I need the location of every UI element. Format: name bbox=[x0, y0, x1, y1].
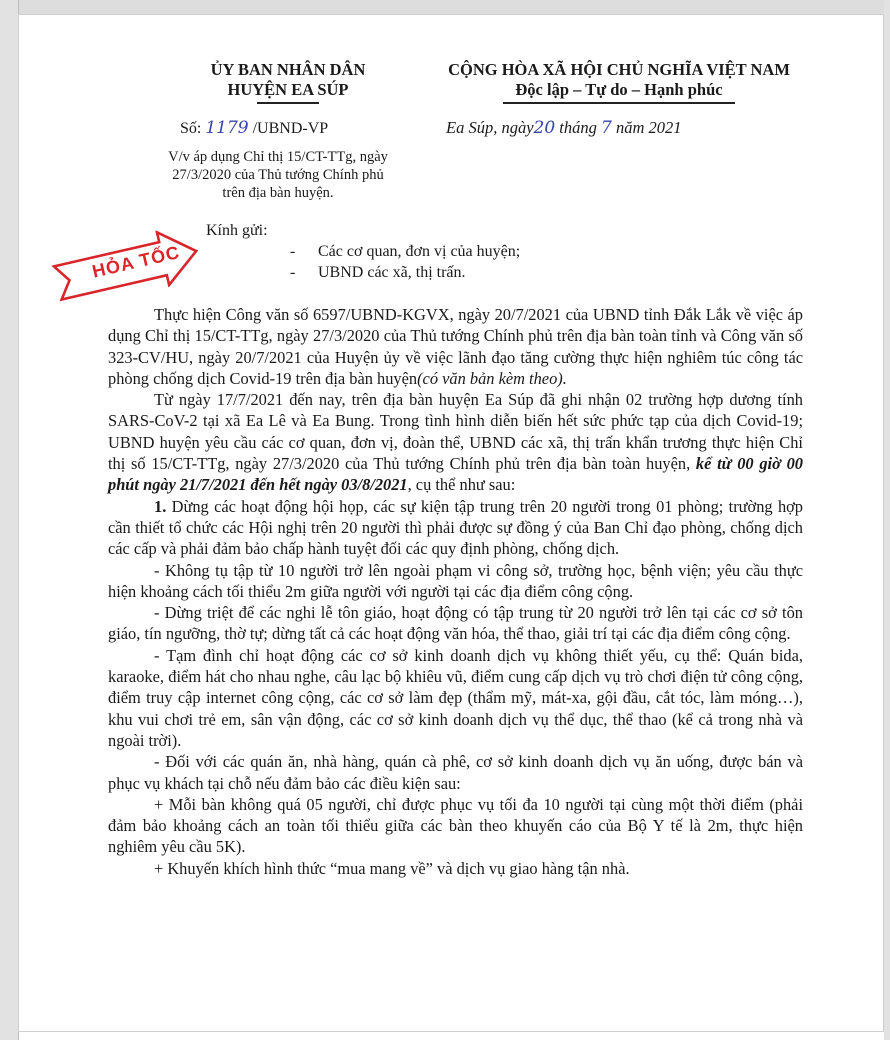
agency-line2: HUYỆN EA SÚP bbox=[227, 80, 349, 99]
date-month-handwritten: 7 bbox=[601, 118, 612, 138]
document-number bbox=[180, 118, 328, 138]
paragraph-6: - Tạm đình chỉ hoạt động các cơ sở kinh doanh dịch vụ không thiết yếu, cụ thể: Quán bida, karaoke, điểm hát cho nhau nghe, câu lạc bộ khiêu vũ, điểm cung cấp dịch vụ trò chơi điện tử công cộng, điểm truy cập internet công cộng, các cơ sở làm đẹp (thẩm mỹ, mát-xa, gội đầu, cắt tóc, làm móng…), khu vui chơi trẻ em, sân vận động, các cơ sở kinh doanh dịch vụ thể dục, thể thao (kể cả trong nhà và ngoài trời). bbox=[108, 645, 803, 750]
subject-line2: 27/3/2020 của Thủ tướng Chính phủ bbox=[172, 167, 384, 183]
paragraph-3-text: Dừng các hoạt động hội họp, các sự kiện tập trung trên 20 người trong 01 phòng; trường hợp cần thiết tổ chức các Hội nghị trên 20 người thì phải được sự đồng ý của Ban Chỉ đạo phòng, chống dịch các cấp và phải đảm bảo chấp hành tuyệt đối các quy định phòng, chống dịch. bbox=[108, 496, 803, 559]
paragraph-2 bbox=[108, 389, 803, 495]
recipient-dash: - bbox=[290, 243, 296, 260]
paragraph-1-text: Thực hiện Công văn số 6597/UBND-KGVX, ngày 20/7/2021 của UBND tỉnh Đắk Lắk về việc áp dụng Chỉ thị 15/CT-TTg, ngày 27/3/2020 của Thủ tướng Chính phủ trên địa bàn toàn tỉnh và Công văn số 323-CV/HU, ngày 20/7/2021 của Huyện ủy về việc lãnh đạo tăng cường thực hiện nghiêm túc công tác phòng chống dịch Covid-19 trên địa bàn huyện bbox=[108, 305, 803, 388]
nation-underline bbox=[503, 102, 735, 104]
date-month-label: tháng bbox=[555, 118, 602, 137]
subject-line3: trên địa bàn huyện. bbox=[222, 185, 334, 201]
paragraph-9: + Khuyến khích hình thức “mua mang về” và dịch vụ giao hàng tận nhà. bbox=[154, 858, 630, 878]
nation-header bbox=[424, 60, 814, 104]
paragraph-1 bbox=[108, 304, 803, 389]
agency-header bbox=[168, 60, 408, 104]
recipient-item bbox=[290, 264, 466, 282]
scan-edge-top bbox=[0, 0, 890, 14]
recipient-dash: - bbox=[290, 264, 296, 281]
paragraph-8: + Mỗi bàn không quá 05 người, chỉ được phục vụ tối đa 10 người tại cùng một thời điểm (phải đảm bảo khoảng cách an toàn tối thiểu giữa các bàn theo khuyến cáo của Bộ Y tế là 2m, thực hiện nghiêm yêu cầu 5K). bbox=[108, 794, 803, 857]
paragraph-3 bbox=[108, 496, 803, 560]
date-year: năm 2021 bbox=[611, 118, 682, 137]
agency-line1: ỦY BAN NHÂN DÂN bbox=[210, 60, 366, 79]
urgent-stamp bbox=[47, 222, 206, 312]
doc-number-prefix: Số: bbox=[180, 120, 206, 137]
paragraph-2-text: Từ ngày 17/7/2021 đến nay, trên địa bàn huyện Ea Súp đã ghi nhận 02 trường hợp dương tính SARS-CoV-2 tại xã Ea Lê và Ea Bung. Trong tình hình diễn biến hết sức phức tạp của dịch Covid-19; UBND huyện yêu cầu các cơ quan, đơn vị, đoàn thể, UBND các xã, thị trấn khẩn trương thực hiện Chỉ thị số 15/CT-TTg, ngày 27/3/2020 của Thủ tướng Chính phủ trên địa bàn toàn huyện, bbox=[108, 390, 803, 474]
paragraph-2-deadline: kể từ 00 giờ 00 phút ngày 21/7/2021 đến hết ngày 03/8/2021 bbox=[108, 454, 804, 495]
nation-line2: Độc lập – Tự do – Hạnh phúc bbox=[515, 80, 723, 99]
doc-number-handwritten: 1179 bbox=[205, 118, 249, 138]
document-date bbox=[446, 118, 682, 138]
paragraph-2-end: , cụ thể như sau: bbox=[407, 475, 516, 495]
subject-line1: V/v áp dụng Chỉ thị 15/CT-TTg, ngày bbox=[168, 149, 388, 165]
document-subject bbox=[138, 148, 418, 202]
paragraph-7: - Đối với các quán ăn, nhà hàng, quán cà phê, cơ sở kinh doanh dịch vụ ăn uống, được bán và phục vụ khách tại chỗ nếu đảm bảo các điều kiện sau: bbox=[108, 752, 803, 793]
document-body bbox=[108, 304, 803, 879]
nation-line1: CỘNG HÒA XÃ HỘI CHỦ NGHĨA VIỆT NAM bbox=[448, 60, 790, 79]
date-day-handwritten: 20 bbox=[533, 118, 556, 138]
scan-edge-left bbox=[0, 0, 19, 1040]
scan-edge-right bbox=[884, 0, 890, 1040]
date-place: Ea Súp, ngày bbox=[446, 118, 534, 137]
paragraph-5: - Dừng triệt để các nghi lễ tôn giáo, hoạt động có tập trung từ 20 người trở lên tại các cơ sở tôn giáo, tín ngưỡng, thờ tự; dừng tất cả các hoạt động văn hóa, thể thao, giải trí tại các địa điểm công cộng. bbox=[108, 603, 803, 644]
stamp-label: HỎA TỐC bbox=[90, 242, 182, 282]
recipient-text: UBND các xã, thị trấn. bbox=[318, 264, 466, 281]
item-number: 1. bbox=[154, 496, 167, 516]
agency-underline bbox=[257, 102, 319, 104]
recipient-item bbox=[290, 243, 520, 261]
paragraph-1-italic: (có văn bản kèm theo). bbox=[417, 368, 567, 388]
doc-number-suffix: /UBND-VP bbox=[248, 120, 329, 137]
kinh-gui-label: Kính gửi: bbox=[206, 222, 268, 239]
paragraph-4: - Không tụ tập từ 10 người trở lên ngoài phạm vi công sở, trường học, bệnh viện; yêu cầu thực hiện khoảng cách tối thiểu 2m giữa người với người tại các địa điểm công cộng. bbox=[108, 560, 803, 601]
recipient-text: Các cơ quan, đơn vị của huyện; bbox=[318, 243, 521, 260]
